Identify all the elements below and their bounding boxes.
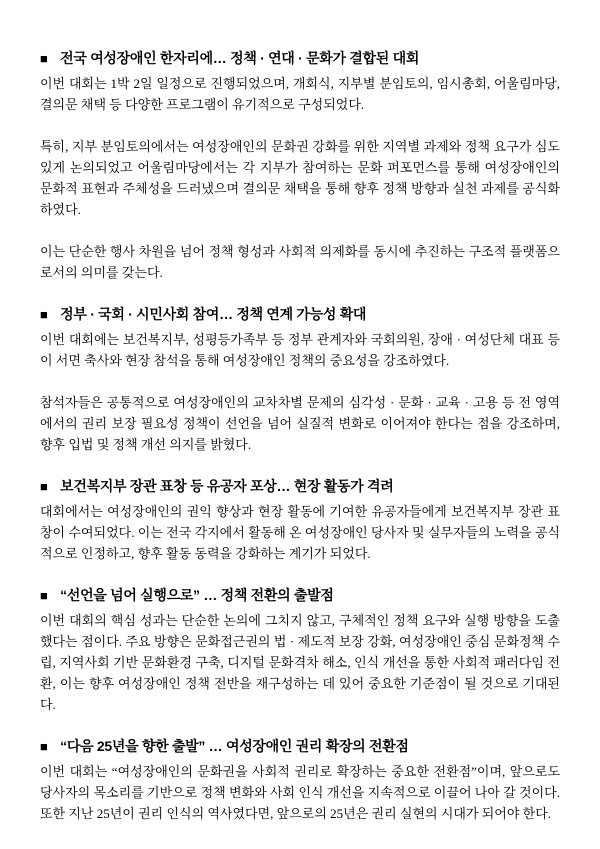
- paragraph: 이번 대회의 핵심 성과는 단순한 논의에 그치지 않고, 구체적인 정책 요구와 실행 방향을 도출했다는 점이다. 주요 방향은 문화접근권의 법 · 제도적 보장 강화, 여성장애인 중심 문화정책 수립, 지역사회 기반 문화환경 구축, 디지털 문화격차 해소, 인식 개선을 통한 사회적 패러다임 전환, 이는 향후 여성장애인 정책 전반을 재구성하는 데 있어 중요한 기준점이 될 것으로 기대된다.: [40, 613, 560, 712]
- section-next-25-years: [40, 736, 560, 824]
- section-beyond-declaration: [40, 585, 560, 715]
- paragraph: 대회에서는 여성장애인의 권익 향상과 현장 활동에 기여한 유공자들에게 보건복지부 장관 표창이 수여되었다. 이는 전국 각지에서 활동해 온 여성장애인 당사자 및 실무자들의 노력을 공식적으로 인정하고, 향후 활동 동력을 강화하는 계기가 되었다.: [40, 504, 560, 561]
- square-bullet-icon: ■: [40, 51, 48, 66]
- section-heading-text: “선언을 넘어 실행으로” … 정책 전환의 출발점: [60, 587, 334, 603]
- section-minister-commendation: [40, 476, 560, 564]
- section-government-participation: [40, 304, 560, 455]
- section-heading: [40, 736, 560, 757]
- square-bullet-icon: ■: [40, 588, 48, 603]
- paragraph: 특히, 지부 분임토의에서는 여성장애인의 문화권 강화를 위한 지역별 과제와 정책 요구가 심도 있게 논의되었고 어울림마당에서는 각 지부가 참여하는 문화 퍼포먼스를 통해 여성장애인의 문화적 표현과 주체성을 드러냈으며 결의문 채택을 통해 향후 정책 방향과 실천 과제를 공식화하였다.: [40, 139, 560, 217]
- section-national-gathering: [40, 48, 560, 283]
- paragraph: 이번 대회는 “여성장애인의 문화권을 사회적 권리로 확장하는 중요한 전환점”이며, 앞으로도 당사자의 목소리를 기반으로 정책 변화와 사회 인식 개선을 지속적으로 이끌어 나아 갈 것이다. 또한 지난 25년이 권리 인식의 역사였다면, 앞으로의 25년은 권리 실현의 시대가 되어야 한다.: [40, 764, 560, 821]
- section-heading: [40, 48, 560, 69]
- section-heading-text: “다음 25년을 향한 출발” … 여성장애인 권리 확장의 전환점: [60, 738, 409, 754]
- square-bullet-icon: ■: [40, 479, 48, 494]
- section-heading: [40, 476, 560, 497]
- section-heading: [40, 304, 560, 325]
- paragraph: 이번 대회에는 보건복지부, 성평등가족부 등 정부 관계자와 국회의원, 장애 · 여성단체 대표 등이 서면 축사와 현장 참석을 통해 여성장애인 정책의 중요성을 강조하였다.: [40, 332, 560, 368]
- paragraph: 이번 대회는 1박 2일 일정으로 진행되었으며, 개회식, 지부별 분임토의, 임시총회, 어울림마당, 결의문 채택 등 다양한 프로그램이 유기적으로 구성되었다.: [40, 76, 560, 112]
- square-bullet-icon: ■: [40, 739, 48, 754]
- paragraph: 참석자들은 공통적으로 여성장애인의 교차차별 문제의 심각성 · 문화 · 교육 · 고용 등 전 영역에서의 권리 보장 필요성 정책이 선언을 넘어 실질적 변화로 이어져야 한다는 점을 강조하며, 향후 입법 및 정책 개선 의지를 밝혔다.: [40, 395, 560, 452]
- section-heading-text: 전국 여성장애인 한자리에… 정책 · 연대 · 문화가 결합된 대회: [60, 50, 420, 66]
- section-heading-text: 정부 · 국회 · 시민사회 참여… 정책 연계 가능성 확대: [60, 306, 367, 322]
- section-heading-text: 보건복지부 장관 표창 등 유공자 포상… 현장 활동가 격려: [60, 478, 394, 494]
- square-bullet-icon: ■: [40, 307, 48, 322]
- section-heading: [40, 585, 560, 606]
- paragraph: 이는 단순한 행사 차원을 넘어 정책 형성과 사회적 의제화를 동시에 추진하는 구조적 플랫폼으로서의 의미를 갖는다.: [40, 244, 560, 280]
